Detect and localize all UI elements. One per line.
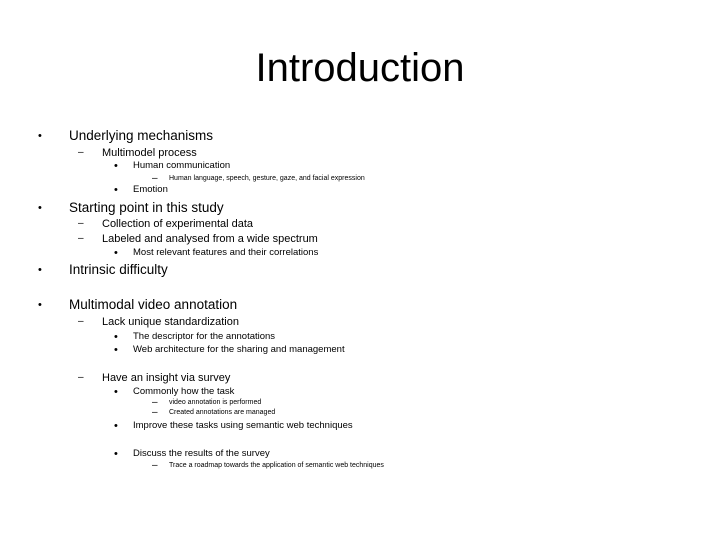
bullet-descriptor: The descriptor for the annotations: [133, 331, 276, 342]
bullet-human-communication: Human communication: [133, 160, 231, 171]
bullet-dash: –: [152, 397, 158, 408]
bullet-dash: –: [78, 218, 84, 229]
bullet-dot: •: [38, 202, 42, 214]
bullet-dash: –: [78, 233, 84, 244]
bullet-labeled-analysed: Labeled and analysed from a wide spectrum: [102, 233, 318, 245]
bullet-dot: •: [114, 448, 118, 460]
bullet-emotion: Emotion: [133, 184, 168, 195]
bullet-dot: •: [114, 420, 118, 432]
bullet-dot: •: [114, 331, 118, 343]
bullet-dot: •: [38, 130, 42, 142]
bullet-discuss-results: Discuss the results of the survey: [133, 448, 270, 459]
bullet-dash: –: [78, 372, 84, 383]
bullet-dash: –: [152, 460, 158, 471]
bullet-multimodal-video-annotation: Multimodal video annotation: [69, 297, 238, 312]
bullet-human-language: Human language, speech, gesture, gaze, and facial expression: [169, 175, 365, 182]
bullet-intrinsic-difficulty: Intrinsic difficulty: [69, 262, 168, 277]
bullet-have-insight: Have an insight via survey: [102, 372, 231, 384]
bullet-dash: –: [152, 173, 158, 184]
bullet-starting-point: Starting point in this study: [69, 200, 224, 215]
bullet-video-annotation-performed: video annotation is performed: [169, 399, 262, 406]
bullet-underlying-mechanisms: Underlying mechanisms: [69, 128, 214, 143]
bullet-improve-tasks: Improve these tasks using semantic web techniques: [133, 420, 353, 431]
bullet-dot: •: [114, 386, 118, 398]
bullet-dot: •: [114, 247, 118, 259]
bullet-collection-data: Collection of experimental data: [102, 218, 254, 230]
bullet-trace-roadmap: Trace a roadmap towards the application of semantic web techniques: [169, 462, 384, 469]
bullet-most-relevant: Most relevant features and their correlations: [133, 247, 319, 258]
bullet-multimodel-process: Multimodel process: [102, 147, 197, 159]
bullet-dot: •: [114, 184, 118, 196]
bullet-created-annotations: Created annotations are managed: [169, 409, 276, 416]
bullet-dash: –: [78, 316, 84, 327]
slide-title: Introduction: [255, 46, 465, 90]
bullet-dot: •: [114, 160, 118, 172]
bullet-dash: –: [78, 147, 84, 158]
bullet-web-architecture: Web architecture for the sharing and management: [133, 344, 345, 355]
bullet-lack-standardization: Lack unique standardization: [102, 316, 239, 328]
bullet-dash: –: [152, 407, 158, 418]
bullet-commonly-how: Commonly how the task: [133, 386, 235, 397]
bullet-dot: •: [114, 344, 118, 356]
bullet-dot: •: [38, 299, 42, 311]
bullet-dot: •: [38, 264, 42, 276]
